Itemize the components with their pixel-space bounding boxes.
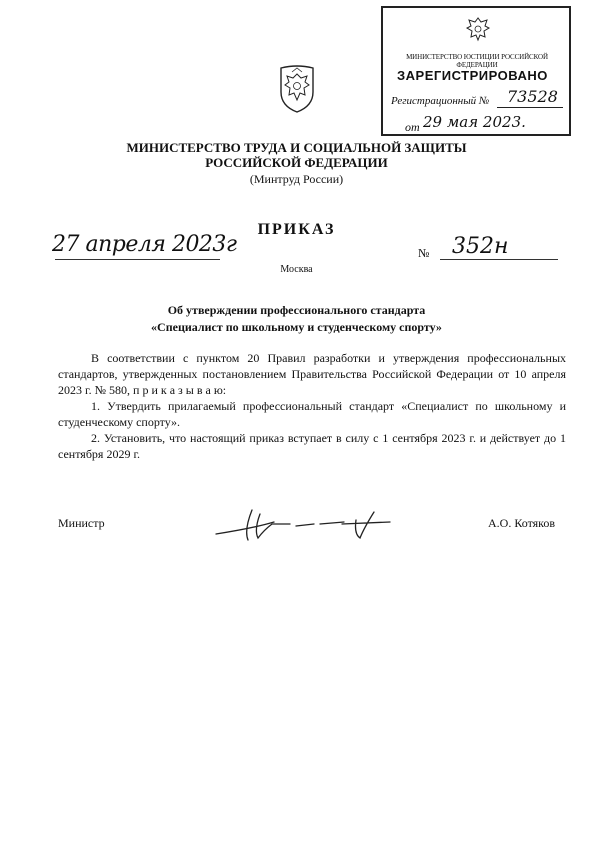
- ministry-title: [0, 140, 593, 170]
- document-title-line1: Об утверждении профессионального стандарта: [167, 303, 426, 317]
- ministry-title-line2: РОССИЙСКОЙ ФЕДЕРАЦИИ: [205, 155, 388, 170]
- eagle-emblem-icon: [463, 14, 493, 44]
- coat-of-arms-icon: [275, 62, 319, 114]
- body-paragraph-2: 1. Утвердить прилагаемый профессиональный стандарт «Специалист по школьному и студенческому спорту».: [58, 399, 566, 429]
- stamp-date-prefix: от: [405, 120, 420, 134]
- order-number-underline: [440, 259, 558, 260]
- order-city: Москва: [280, 264, 313, 275]
- body-paragraph-1: В соответствии с пунктом 20 Правил разработки и утверждения профессиональных стандартов, утвержденных постановлением Правительства Российской Федерации от 10 апреля 2023 г. № 580, п р и к а з ы в а ю:: [58, 351, 566, 397]
- document-title-line2: «Специалист по школьному и студенческому спорту»: [151, 320, 442, 334]
- document-title: [0, 302, 593, 336]
- signatory-position: Министр: [58, 516, 105, 530]
- ministry-short-name: (Минтруд России): [249, 172, 344, 186]
- signatory-name: А.О. Котяков: [488, 516, 556, 530]
- stamp-date-value: 29 мая 2023.: [423, 113, 526, 131]
- stamp-ministry-text: МИНИСТЕРСТВО ЮСТИЦИИ РОССИЙСКОЙ ФЕДЕРАЦИИ: [406, 53, 548, 69]
- ministry-title-line1: МИНИСТЕРСТВО ТРУДА И СОЦИАЛЬНОЙ ЗАЩИТЫ: [126, 140, 467, 155]
- order-number-handwritten: 352н: [452, 234, 509, 259]
- registration-stamp: [381, 6, 571, 136]
- order-number-label: №: [418, 246, 430, 260]
- order-date-handwritten: 27 апреля 2023г: [52, 232, 237, 257]
- body-paragraph-3: 2. Установить, что настоящий приказ вступает в силу с 1 сентября 2023 г. и действует до 1 сентября 2029 г.: [58, 431, 566, 461]
- stamp-registered-label: ЗАРЕГИСТРИРОВАНО: [397, 68, 548, 83]
- order-title: ПРИКАЗ: [257, 221, 336, 238]
- stamp-regno-value: 73528: [507, 87, 558, 106]
- stamp-regno-underline: [497, 107, 563, 108]
- document-body: [58, 350, 566, 462]
- stamp-regno-label: Регистрационный №: [391, 95, 490, 107]
- order-date-underline: [55, 259, 220, 260]
- handwritten-signature-icon: [214, 500, 394, 544]
